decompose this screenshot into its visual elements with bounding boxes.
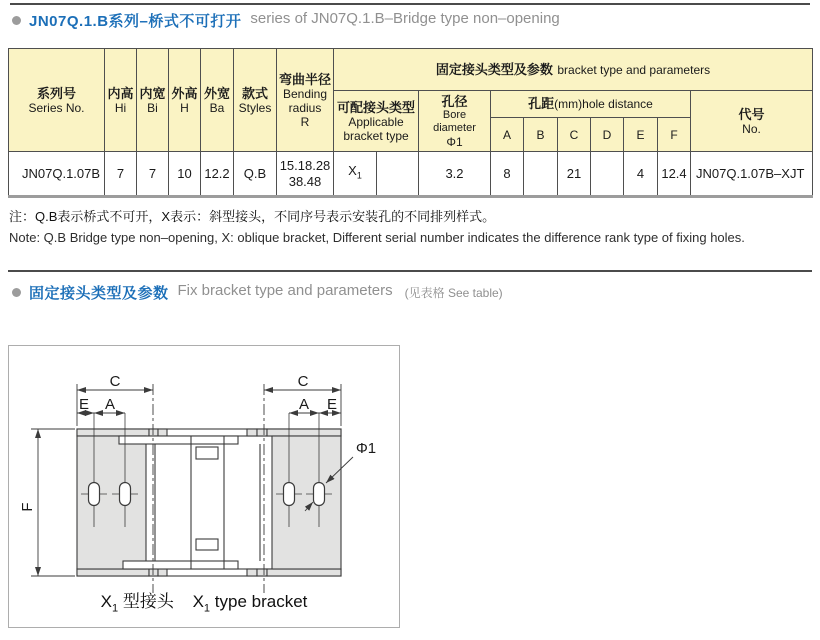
cell-h: 10 [169, 152, 201, 197]
subcol-c: C [558, 118, 591, 152]
dim-label-a-right: A [298, 396, 310, 413]
bracket-diagram [9, 346, 399, 596]
col-header-inner-height: 内高 Hi [105, 49, 137, 152]
subcol-b: B [524, 118, 558, 152]
note-en: Note: Q.B Bridge type non–opening, X: oblique bracket, Different serial number indicates the difference rank type of fixing holes. [9, 230, 745, 245]
cell-f: 12.4 [658, 152, 691, 197]
cell-hi: 7 [105, 152, 137, 197]
cell-a: 8 [491, 152, 524, 197]
note-zh: 注：Q.B表示桥式不可开，X表示：斜型接头，不同序号表示安装孔的不同排列样式。 [9, 209, 496, 224]
page-title-zh: JN07Q.1.B系列–桥式不可打开 [29, 13, 242, 30]
subcol-a: A [491, 118, 524, 152]
col-header-inner-width: 内宽 Bi [137, 49, 169, 152]
bullet-icon [12, 288, 21, 297]
col-header-outer-height: 外高 H [169, 49, 201, 152]
dim-label-e-left: E [78, 396, 90, 413]
dim-label-f: F [19, 502, 36, 512]
section-title-zh: 固定接头类型及参数 [29, 285, 169, 302]
cell-ba: 12.2 [201, 152, 234, 197]
spec-row [9, 152, 813, 197]
dim-label-phi: Φ1 [355, 440, 377, 457]
cell-styles: Q.B [234, 152, 277, 197]
dim-label-a-left: A [104, 396, 116, 413]
notes [9, 206, 809, 248]
cell-code: JN07Q.1.07B–XJT [691, 152, 813, 197]
cell-c: 21 [558, 152, 591, 197]
col-header-styles: 款式 Styles [234, 49, 277, 152]
cell-bending-radius: 15.18.28 38.48 [277, 152, 334, 197]
cell-b [524, 152, 558, 197]
cell-bracket-type: $X_1$ [334, 152, 377, 197]
dim-label-c-left: C [109, 373, 121, 390]
subcol-d: D [591, 118, 624, 152]
col-header-series: 系列号 Series No. [9, 49, 105, 152]
col-header-hole-distance: 孔距(mm)hole distance [491, 91, 691, 118]
spec-table [8, 48, 813, 198]
cell-bracket-type-2 [377, 152, 419, 197]
section-divider [8, 270, 812, 272]
bullet-icon [12, 16, 21, 25]
col-header-code: 代号 No. [691, 91, 813, 152]
cell-d [591, 152, 624, 197]
diagram-caption: $X_1$ 型接头 $X_1$ type bracket [100, 591, 308, 614]
cell-e: 4 [624, 152, 658, 197]
cell-bore: 3.2 [419, 152, 491, 197]
section-title-en: Fix bracket type and parameters [177, 282, 393, 299]
col-header-applicable-bracket: 可配接头类型 Applicable bracket type [334, 91, 419, 152]
bracket-diagram-box [8, 345, 400, 628]
dim-label-e-right: E [326, 396, 338, 413]
col-header-bending-radius: 弯曲半径 Bending radius R [277, 49, 334, 152]
section-title [10, 282, 503, 303]
cell-bi: 7 [137, 152, 169, 197]
subcol-e: E [624, 118, 658, 152]
page-title-en: series of JN07Q.1.B–Bridge type non–opening [250, 10, 560, 27]
page-title [10, 10, 560, 31]
col-header-outer-width: 外宽 Ba [201, 49, 234, 152]
dim-label-c-right: C [297, 373, 309, 390]
subcol-f: F [658, 118, 691, 152]
bracket-body [77, 429, 341, 576]
top-divider [10, 3, 810, 5]
section-title-hint: (见表格 See table) [404, 286, 503, 300]
group-header-bracket-params: 固定接头类型及参数 bracket type and parameters [334, 49, 813, 91]
cell-series: JN07Q.1.07B [9, 152, 105, 197]
col-header-bore-diameter: 孔径 Bore diameter Φ1 [419, 91, 491, 152]
